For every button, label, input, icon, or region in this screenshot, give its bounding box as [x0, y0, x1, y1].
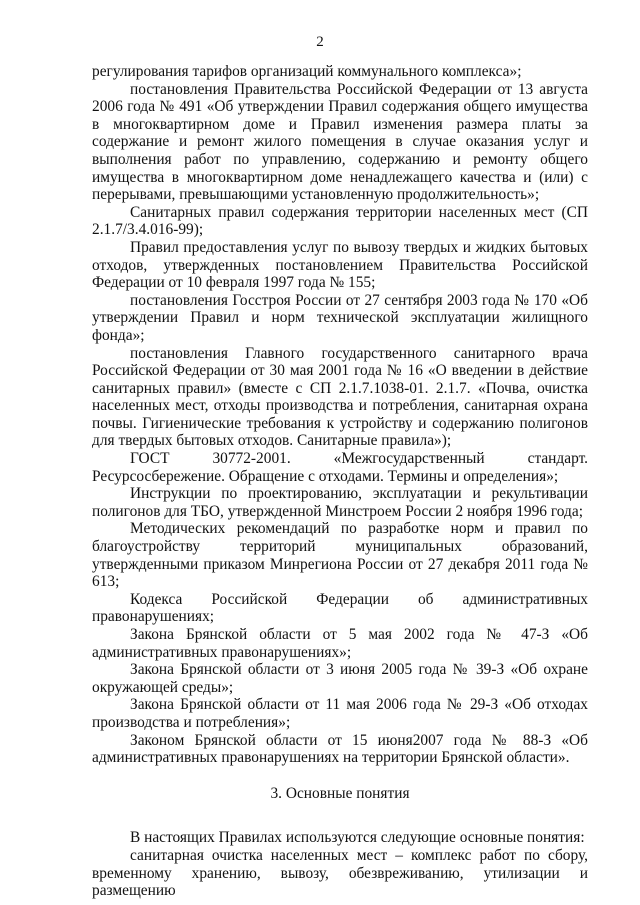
paragraph: Кодекса Российской Федерации об административных правонарушениях; [92, 590, 588, 626]
page-number: 2 [316, 34, 324, 50]
paragraph: В настоящих Правилах используются следующие основные понятия: [130, 829, 585, 847]
paragraph: Инструкции по проектированию, эксплуатации и рекультивации полигонов для ТБО, утвержденной Минстроем России 2 ноября 1996 года; [92, 485, 588, 520]
paragraph: Правил предоставления услуг по вывозу твердых и жидких бытовых отходов, утвержденных постановлением Правительства Российской Федерации от 10 февраля 1997 года № 155; [92, 238, 588, 292]
paragraph: регулирования тарифов организаций коммунального комплекса»; [92, 63, 522, 80]
paragraph: Методических рекомендаций по разработке норм и правил по благоустройству территорий муниципальных образований, утвержденными приказом Минрегиона России от 27 декабря 2011 года № 613; [92, 520, 588, 591]
paragraph: Закона Брянской области от 5 мая 2002 года № 47-З «Об административных правонарушениях»; [92, 626, 588, 661]
paragraph: Закона Брянской области от 11 мая 2006 года № 29-З «Об отходах производства и потребления»; [92, 696, 588, 731]
section-heading: 3. Основные понятия [270, 784, 410, 802]
document-body [92, 63, 588, 900]
paragraph: Законом Брянской области от 15 июня2007 года № 88-З «Об административных правонарушениях на территории Брянской области». [92, 731, 588, 767]
paragraph: постановления Госстроя России от 27 сентября 2003 года № 170 «Об утверждении Правил и норм технической эксплуатации жилищного фонда»; [92, 291, 588, 344]
paragraph: Закона Брянской области от 3 июня 2005 года № 39-З «Об охране окружающей среды»; [92, 661, 588, 696]
paragraph: постановления Главного государственного санитарного врача Российской Федерации от 30 мая 2001 года № 16 «О введении в действие санитарных правил» (вместе с СП 2.1.7.1038-01. 2.1.7. «Почва, очистка населенных мест, отходы производства и потребления, санитарная охрана почвы. Гигиенические требования к устройству и содержанию полигонов для твердых бытовых отходов. Санитарные правила»); [92, 344, 588, 450]
paragraph: постановления Правительства Российской Федерации от 13 августа 2006 года № 491 «Об утверждении Правил содержания общего имущества в многоквартирном доме и Правил изменения размера платы за содержание и ремонт жилого помещения в случае оказания услуг и выполнения работ по управлению, содержанию и ремонту общего имущества в многоквартирном доме ненадлежащего качества и (или) с перерывами, превышающими установленную продолжительность»; [92, 80, 588, 204]
paragraph: ГОСТ 30772-2001. «Межгосударственный стандарт. Ресурсосбережение. Обращение с отходами. Термины и определения»; [92, 450, 588, 485]
paragraph: санитарная очистка населенных мест – комплекс работ по сбору, временному хранению, вывозу, обезвреживанию, утилизации и размещению [92, 846, 588, 900]
paragraph: Санитарных правил содержания территории населенных мест (СП 2.1.7/3.4.016-99); [92, 203, 588, 239]
